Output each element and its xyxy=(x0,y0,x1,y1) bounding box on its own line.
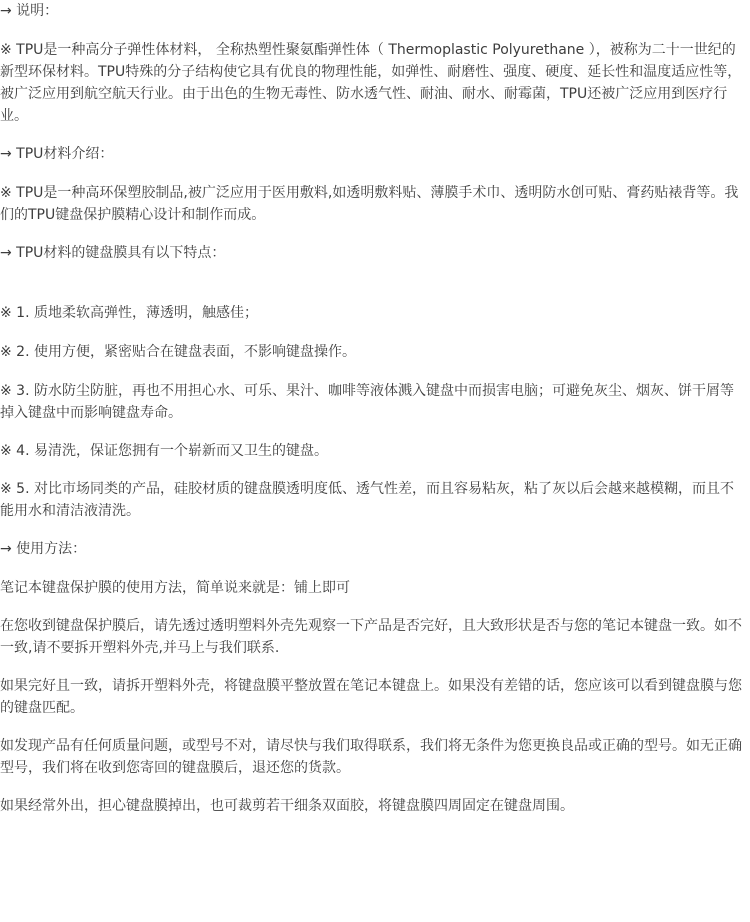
feature-item-3: ※ 3. 防水防尘防脏，再也不用担心水、可乐、果汁、咖啡等液体溅入键盘中而损害电脑；可避免灰尘、烟灰、饼干屑等掉入键盘中而影响键盘寿命。 xyxy=(0,383,734,421)
feature-item-4: ※ 4. 易清洗，保证您拥有一个崭新而又卫生的键盘。 xyxy=(0,443,328,459)
usage-summary: 笔记本键盘保护膜的使用方法，简单说来就是：铺上即可 xyxy=(0,580,350,596)
feature-item-1: ※ 1. 质地柔软高弹性，薄透明，触感佳； xyxy=(0,305,258,321)
section-heading-description: → 说明： xyxy=(0,3,59,19)
usage-step-quality-issue: 如发现产品有任何质量问题，或型号不对，请尽快与我们取得联系，我们将无条件为您更换良品或正确的型号。如无正确型号，我们将在收到您寄回的键盘膜后，退还您的货款。 xyxy=(0,738,742,776)
usage-step-inspect: 在您收到键盘保护膜后，请先透过透明塑料外壳先观察一下产品是否完好，且大致形状是否与您的笔记本键盘一致。如不一致,请不要拆开塑料外壳,并马上与我们联系. xyxy=(0,618,742,656)
section-heading-features: → TPU材料的键盘膜具有以下特点： xyxy=(0,245,226,261)
tpu-overview-paragraph: ※ TPU是一种高分子弹性体材料， 全称热塑性聚氨酯弹性体（ Thermoplastic Polyurethane ），被称为二十一世纪的新型环保材料。TPU特殊的分子结构使它具有优良的物理性能，如弹性、耐磨性、强度、硬度、延长性和温度适应性等，被广泛应用到航空航天行业。由于出色的生物无毒性、防水透气性、耐油、耐水、耐霉菌，TPU还被广泛应用到医疗行业。 xyxy=(0,42,742,124)
feature-item-5: ※ 5. 对比市场同类的产品，硅胶材质的键盘膜透明度低、透气性差，而且容易粘灰，粘了灰以后会越来越模糊，而且不能用水和清洁液清洗。 xyxy=(0,481,734,519)
tpu-intro-paragraph: ※ TPU是一种高环保塑胶制品,被广泛应用于医用敷料,如透明敷料贴、薄膜手术巾、透明防水创可贴、膏药贴裱背等。我们的TPU键盘保护膜精心设计和制作而成。 xyxy=(0,185,739,223)
section-heading-usage: → 使用方法： xyxy=(0,541,87,557)
section-heading-tpu-intro: → TPU材料介绍： xyxy=(0,146,114,162)
usage-step-travel-tip: 如果经常外出，担心键盘膜掉出，也可裁剪若干细条双面胶，将键盘膜四周固定在键盘周围。 xyxy=(0,798,574,814)
feature-item-2: ※ 2. 使用方便，紧密贴合在键盘表面，不影响键盘操作。 xyxy=(0,344,356,360)
usage-step-apply: 如果完好且一致，请拆开塑料外壳，将键盘膜平整放置在笔记本键盘上。如果没有差错的话，您应该可以看到键盘膜与您的键盘匹配。 xyxy=(0,678,742,716)
